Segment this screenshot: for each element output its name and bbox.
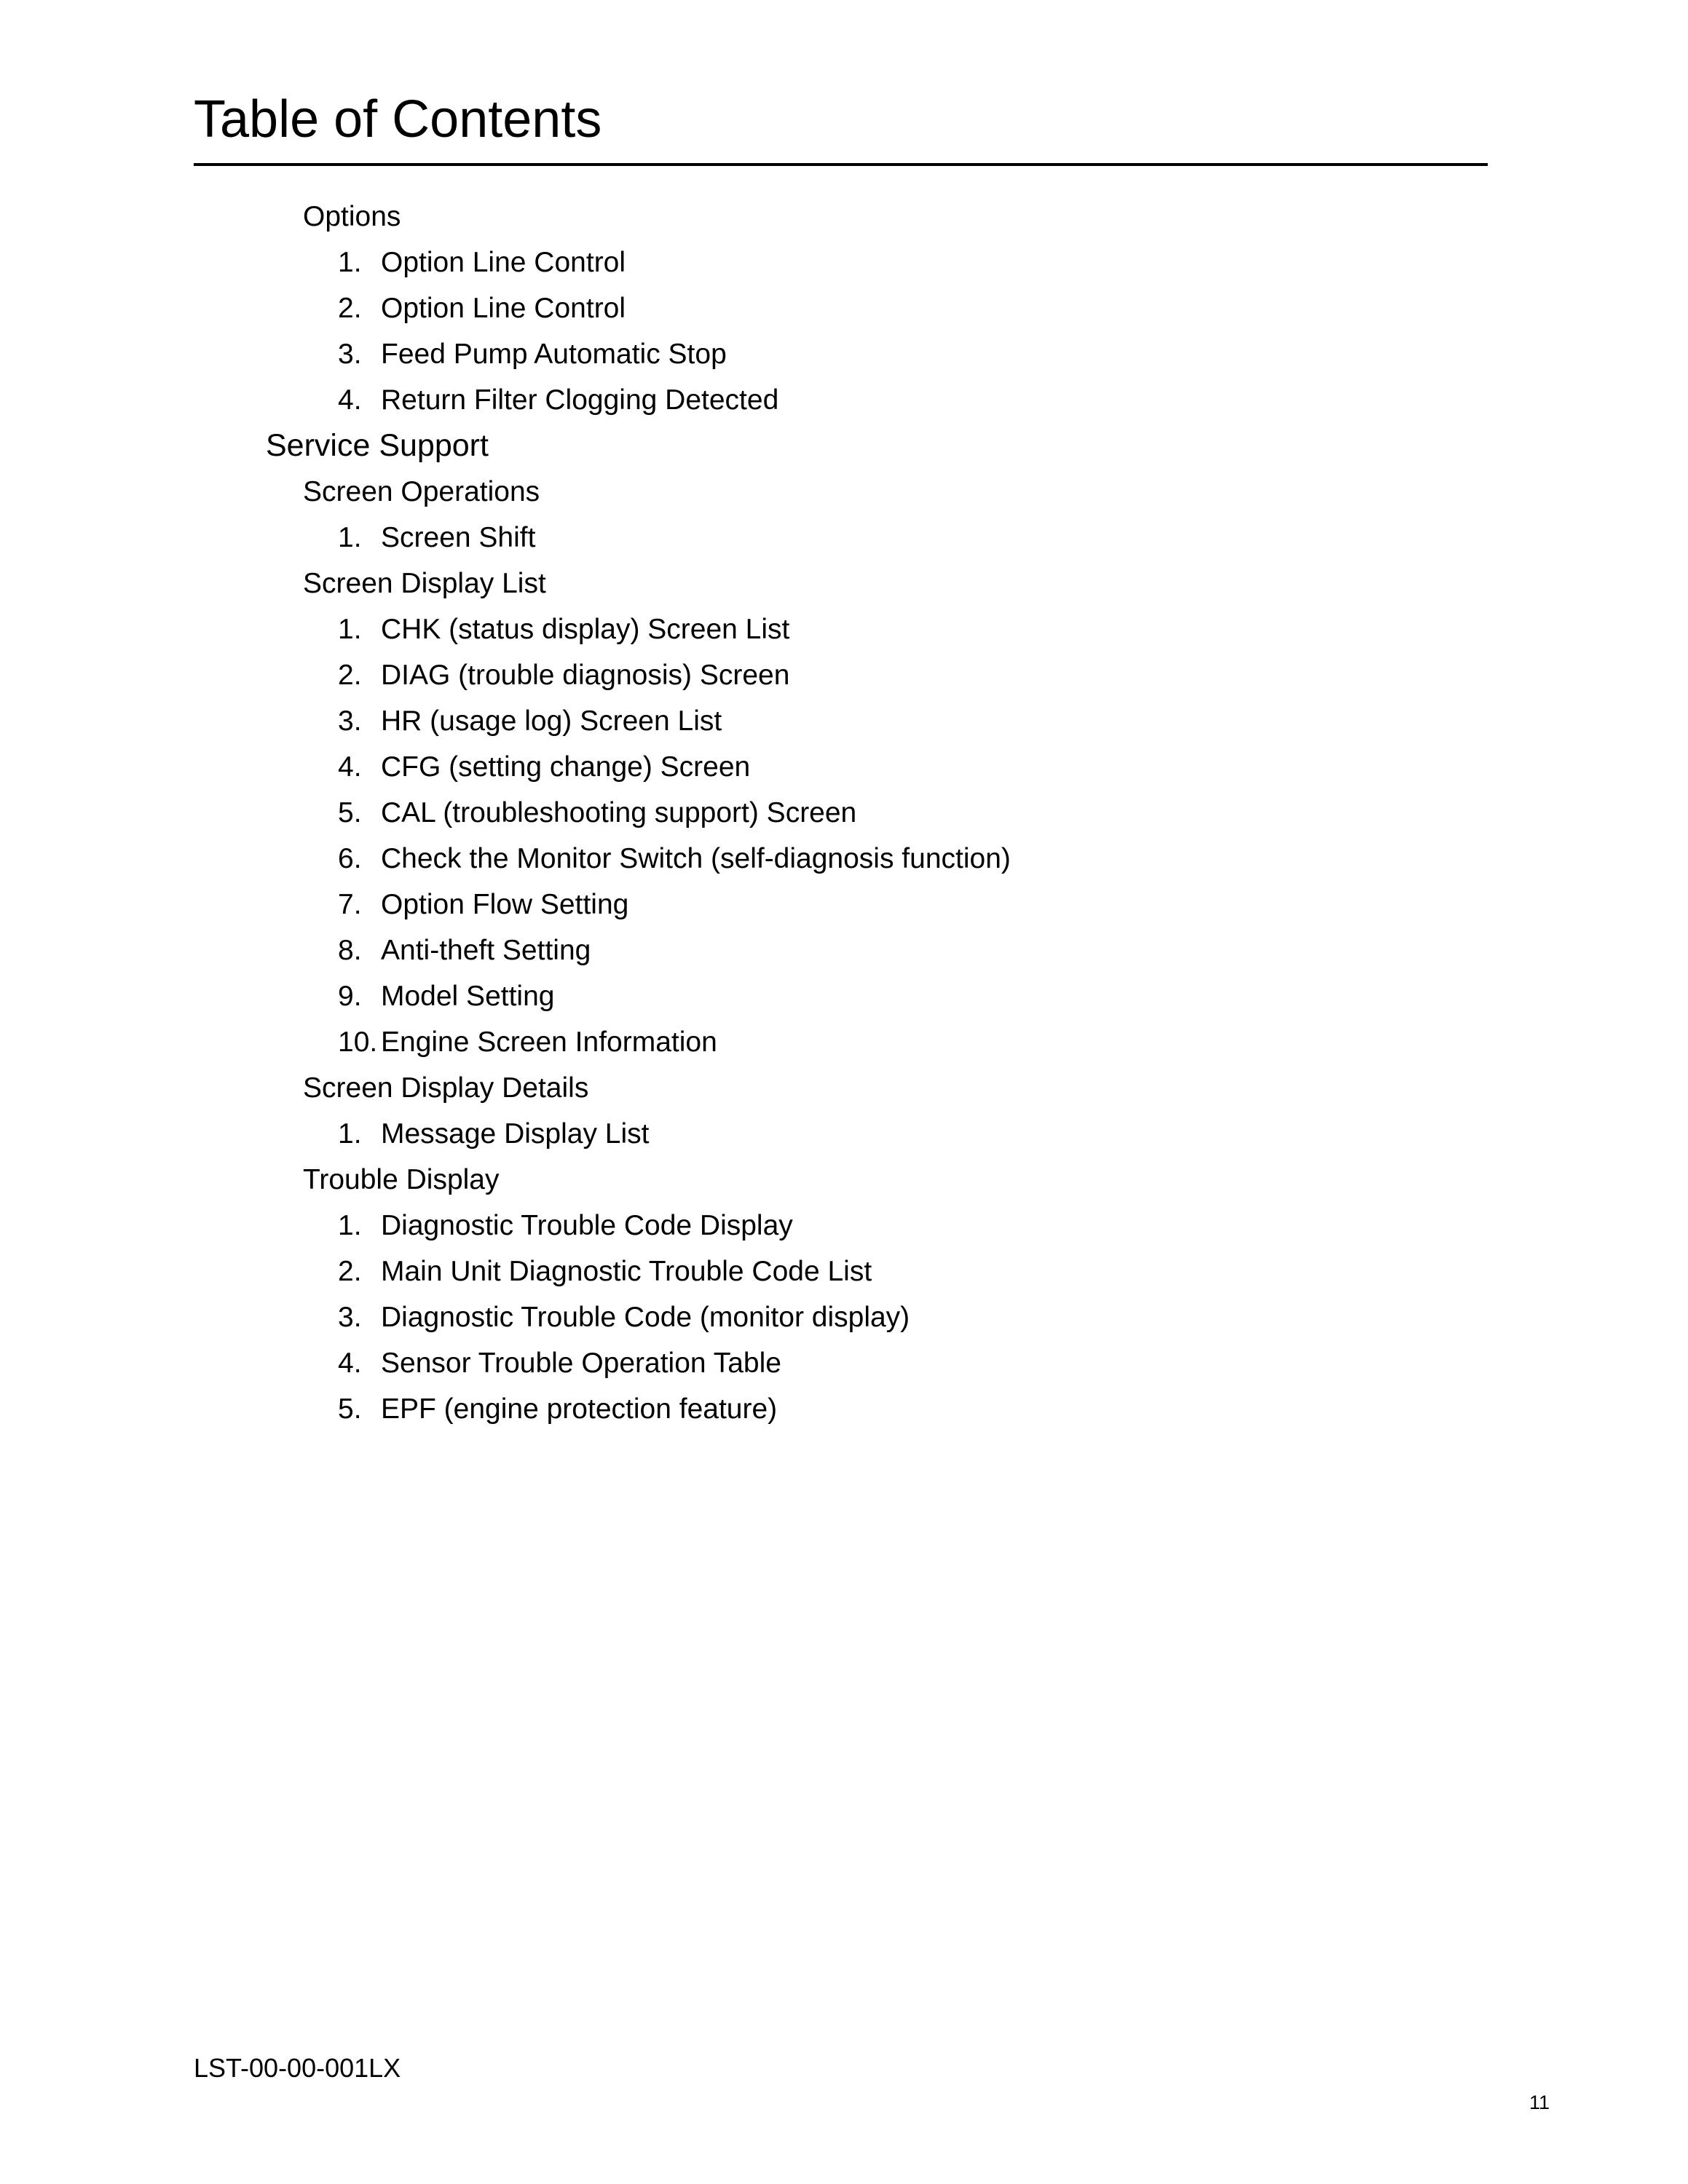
toc-entry-item[interactable] — [0, 790, 1688, 836]
footer-page-number: 11 — [1529, 2092, 1550, 2113]
toc-entry-label: Message Display List — [381, 1118, 650, 1150]
toc-entry-item[interactable] — [0, 606, 1688, 652]
toc-entry-number: 3. — [338, 705, 362, 737]
toc-entry-number: 3. — [338, 1302, 362, 1333]
toc-entry-number: 1. — [338, 1210, 362, 1241]
toc-entry-item[interactable] — [0, 744, 1688, 790]
toc-entry-item[interactable] — [0, 882, 1688, 927]
toc-entry-number: 4. — [338, 751, 362, 783]
toc-entry-number: 2. — [338, 293, 362, 324]
toc-entry-item[interactable] — [0, 836, 1688, 882]
toc-entry-label: Screen Display List — [303, 568, 546, 599]
toc-entry-label: Anti-theft Setting — [381, 935, 591, 966]
toc-entry-item[interactable] — [0, 285, 1688, 331]
toc-entry-label: Diagnostic Trouble Code Display — [381, 1210, 793, 1241]
toc-entry-label: Screen Shift — [381, 522, 536, 553]
toc-entry-label: CFG (setting change) Screen — [381, 751, 751, 783]
toc-entry-label: CHK (status display) Screen List — [381, 614, 790, 645]
toc-entry-item[interactable] — [0, 698, 1688, 744]
title-divider — [194, 163, 1488, 166]
toc-entry-item[interactable] — [0, 1386, 1688, 1432]
footer-document-id: LST-00-00-001LX — [194, 2053, 401, 2083]
toc-entry-number: 1. — [338, 247, 362, 278]
toc-entry-item[interactable] — [0, 377, 1688, 423]
toc-entry-sub[interactable] — [0, 469, 1688, 515]
toc-entry-sub[interactable] — [0, 1065, 1688, 1111]
toc-entry-item[interactable] — [0, 1019, 1688, 1065]
toc-entry-item[interactable] — [0, 331, 1688, 377]
toc-entry-number: 6. — [338, 843, 362, 874]
toc-entry-section[interactable] — [0, 423, 1688, 469]
toc-entry-item[interactable] — [0, 240, 1688, 285]
toc-entry-label: HR (usage log) Screen List — [381, 705, 722, 737]
toc-entry-sub[interactable] — [0, 561, 1688, 606]
toc-entry-number: 5. — [338, 797, 362, 828]
toc-entry-number: 7. — [338, 889, 362, 920]
toc-entry-label: Check the Monitor Switch (self-diagnosis function) — [381, 843, 1011, 874]
toc-entry-label: Option Line Control — [381, 293, 626, 324]
toc-entry-label: Model Setting — [381, 981, 555, 1012]
table-of-contents — [0, 194, 1688, 1432]
toc-entry-number: 5. — [338, 1393, 362, 1425]
toc-entry-label: Option Line Control — [381, 247, 626, 278]
toc-entry-label: EPF (engine protection feature) — [381, 1393, 778, 1425]
toc-entry-label: Engine Screen Information — [381, 1026, 717, 1058]
toc-entry-item[interactable] — [0, 515, 1688, 561]
toc-entry-item[interactable] — [0, 1203, 1688, 1249]
page-title: Table of Contents — [194, 90, 602, 149]
toc-entry-item[interactable] — [0, 973, 1688, 1019]
toc-entry-number: 2. — [338, 660, 362, 691]
toc-entry-number: 1. — [338, 522, 362, 553]
toc-entry-label: Option Flow Setting — [381, 889, 629, 920]
toc-entry-number: 4. — [338, 384, 362, 416]
toc-entry-label: Return Filter Clogging Detected — [381, 384, 779, 416]
toc-entry-number: 4. — [338, 1348, 362, 1379]
toc-entry-label: Sensor Trouble Operation Table — [381, 1348, 781, 1379]
toc-entry-item[interactable] — [0, 927, 1688, 973]
toc-entry-label: CAL (troubleshooting support) Screen — [381, 797, 857, 828]
toc-entry-sub[interactable] — [0, 1157, 1688, 1203]
toc-entry-number: 2. — [338, 1256, 362, 1287]
toc-entry-label: Trouble Display — [303, 1164, 500, 1195]
toc-entry-number: 1. — [338, 1118, 362, 1150]
toc-entry-number: 1. — [338, 614, 362, 645]
toc-entry-label: Main Unit Diagnostic Trouble Code List — [381, 1256, 872, 1287]
toc-entry-label: Screen Display Details — [303, 1072, 589, 1104]
toc-entry-item[interactable] — [0, 1249, 1688, 1294]
toc-entry-item[interactable] — [0, 1294, 1688, 1340]
toc-entry-number: 10. — [338, 1026, 378, 1058]
toc-entry-label: Options — [303, 201, 401, 232]
toc-entry-sub[interactable] — [0, 194, 1688, 240]
toc-entry-label: DIAG (trouble diagnosis) Screen — [381, 660, 790, 691]
toc-entry-number: 8. — [338, 935, 362, 966]
toc-entry-label: Service Support — [266, 428, 489, 463]
toc-entry-label: Feed Pump Automatic Stop — [381, 339, 727, 370]
toc-entry-item[interactable] — [0, 1340, 1688, 1386]
toc-entry-number: 3. — [338, 339, 362, 370]
toc-entry-item[interactable] — [0, 652, 1688, 698]
toc-entry-item[interactable] — [0, 1111, 1688, 1157]
toc-entry-label: Screen Operations — [303, 476, 540, 507]
toc-entry-number: 9. — [338, 981, 362, 1012]
toc-entry-label: Diagnostic Trouble Code (monitor display) — [381, 1302, 910, 1333]
